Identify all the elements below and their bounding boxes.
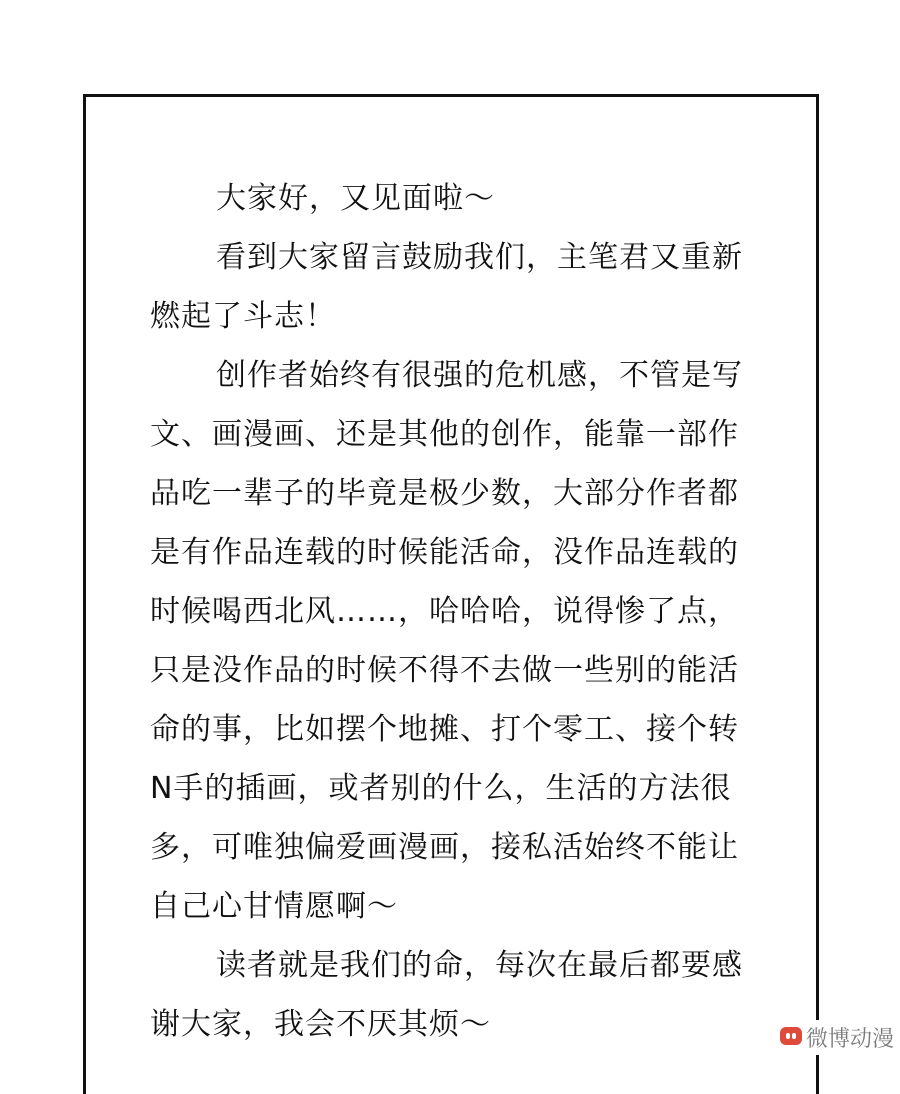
watermark-text: 微博动漫 [805, 1027, 894, 1052]
paragraph-crisis: 创作者始终有很强的危机感，不管是写文、画漫画、还是其他的创作，能靠一部作品吃一辈子的毕竟是极少数，大部分作者都是有作品连载的时候能活命，没作品连载的时候喝西北风……，哈哈哈，说得惨了点，只是没作品的时候不得不去做一些别的能活命的事，比如摆个地摊、打个零工、接个转N手的插画，或者别的什么，生活的方法很多，可唯独偏爱画漫画，接私活始终不能让自己心甘情愿啊～ [150, 358, 743, 924]
letter-panel [83, 94, 819, 1094]
paragraph-greeting: 大家好，又见面啦～ [216, 181, 495, 216]
paragraph-encouragement: 看到大家留言鼓励我们，主笔君又重新燃起了斗志！ [150, 240, 743, 334]
weibo-logo-icon [780, 1027, 802, 1049]
watermark [776, 1020, 898, 1055]
letter-text [150, 169, 762, 1054]
paragraph-thanks: 读者就是我们的命，每次在最后都要感谢大家，我会不厌其烦～ [150, 948, 743, 1042]
